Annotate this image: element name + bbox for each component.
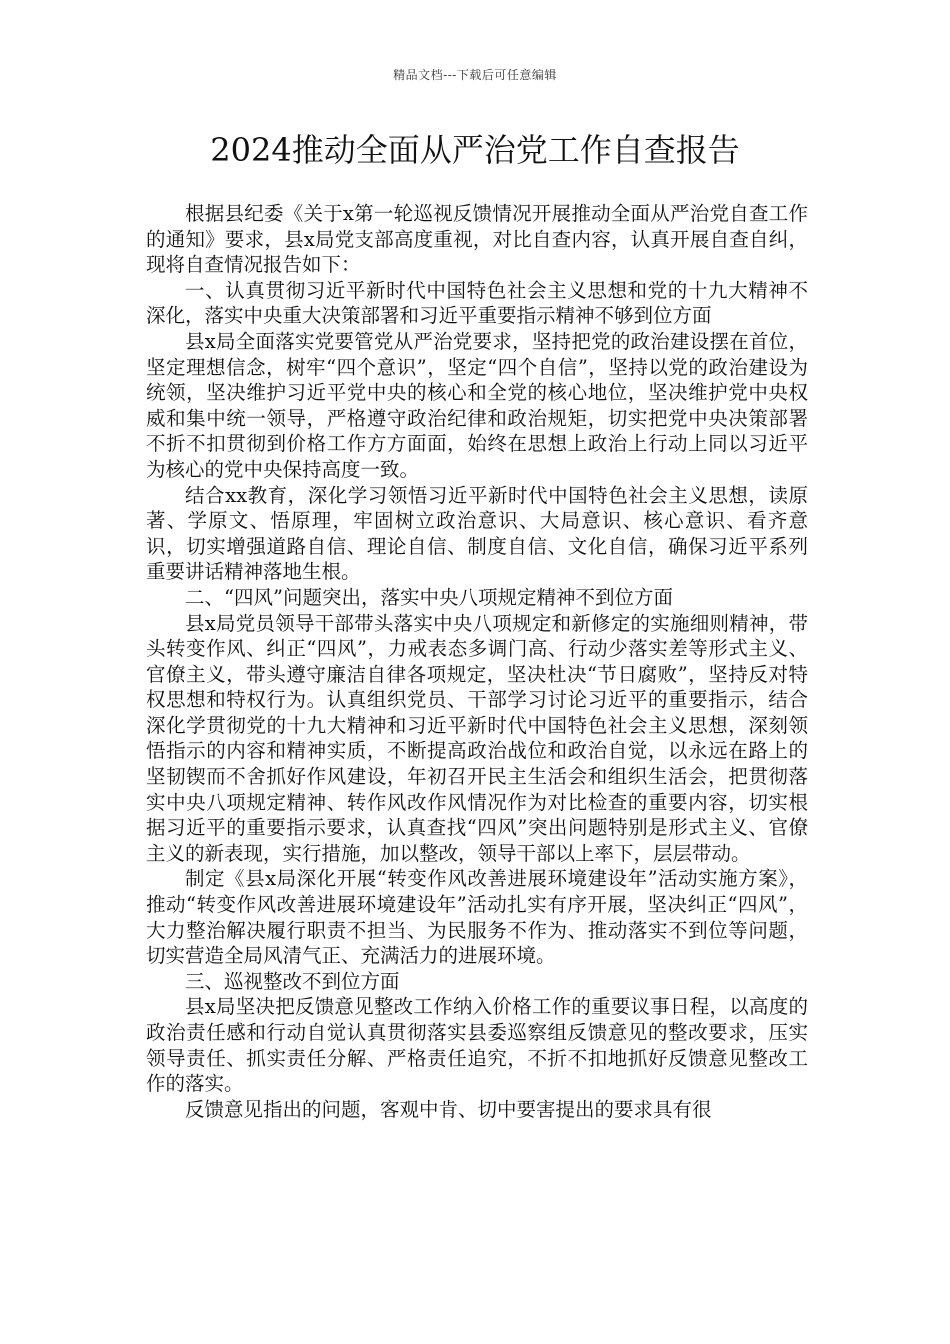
paragraph-truncated: 反馈意见指出的问题，客观中肯、切中要害提出的要求具有很 (185, 1097, 712, 1121)
paragraph-intro: 根据县纪委《关于x第一轮巡视反馈情况开展推动全面从严治党自查工作的通知》要求，县x局党支部高度重视，对比自查内容，认真开展自查自纠，现将自查情况报告如下： (146, 202, 808, 277)
page-header-watermark: 精品文档---下载后可任意编辑 (393, 68, 557, 82)
paragraph: 制定《县x局深化开展“转变作风改善进展环境建设年”活动实施方案》，推动“转变作风改善进展环境建设年”活动扎实有序开展，坚决纠正“四风”，大力整治解决履行职责不担当、为民服务不作为、推动落实不到位等问题，切实营造全局风清气正、充满活力的进展环境。 (146, 867, 808, 968)
section-heading-2: 二、“四风”问题突出，落实中央八项规定精神不到位方面 (185, 585, 673, 609)
paragraph: 县x局党员领导干部带头落实中央八项规定和新修定的实施细则精神，带头转变作风、纠正“四风”，力戒表态多调门高、行动少落实差等形式主义、官僚主义，带头遵守廉洁自律各项规定，坚决杜决“节日腐败”，坚持反对特权思想和特权行为。认真组织党员、干部学习讨论习近平的重要指示，结合深化学贯彻党的十九大精神和习近平新时代中国特色社会主义思想，深刻领悟指示的内容和精神实质，不断提高政治战位和政治自觉，以永远在路上的坚韧锲而不舍抓好作风建设，年初召开民主生活会和组织生活会，把贯彻落实中央八项规定精神、转作风改作风情况作为对比检查的重要内容，切实根据习近平的重要指示要求，认真查找“四风”突出问题特别是形式主义、官僚主义的新表现，实行措施，加以整改，领导干部以上率下，层层带动。 (146, 611, 808, 865)
paragraph: 县x局坚决把反馈意见整改工作纳入价格工作的重要议事日程，以高度的政治责任感和行动自觉认真贯彻落实县委巡察组反馈意见的整改要求，压实领导责任、抓实责任分解、严格责任追究，不折不扣地抓好反馈意见整改工作的落实。 (146, 995, 808, 1096)
section-heading-1: 一、认真贯彻习近平新时代中国特色社会主义思想和党的十九大精神不深化，落实中央重大决策部署和习近平重要指示精神不够到位方面 (146, 278, 808, 328)
paragraph: 结合xx教育，深化学习领悟习近平新时代中国特色社会主义思想，读原著、学原文、悟原理，牢固树立政治意识、大局意识、核心意识、看齐意识，切实增强道路自信、理论自信、制度自信、文化自信，确保习近平系列重要讲话精神落地生根。 (146, 483, 808, 584)
section-heading-3: 三、巡视整改不到位方面 (185, 969, 400, 993)
document-title: 2024推动全面从严治党工作自查报告 (210, 131, 740, 169)
paragraph: 县x局全面落实党要管党从严治党要求，坚持把党的政治建设摆在首位，坚定理想信念，树牢“四个意识”，坚定“四个自信”，坚持以党的政治建设为统领，坚决维护习近平党中央的核心和全党的核心地位，坚决维护党中央权威和集中统一领导，严格遵守政治纪律和政治规矩，切实把党中央决策部署不折不扣贯彻到价格工作方方面面，始终在思想上政治上行动上同以习近平为核心的党中央保持高度一致。 (146, 329, 808, 481)
document-body (146, 201, 808, 1122)
